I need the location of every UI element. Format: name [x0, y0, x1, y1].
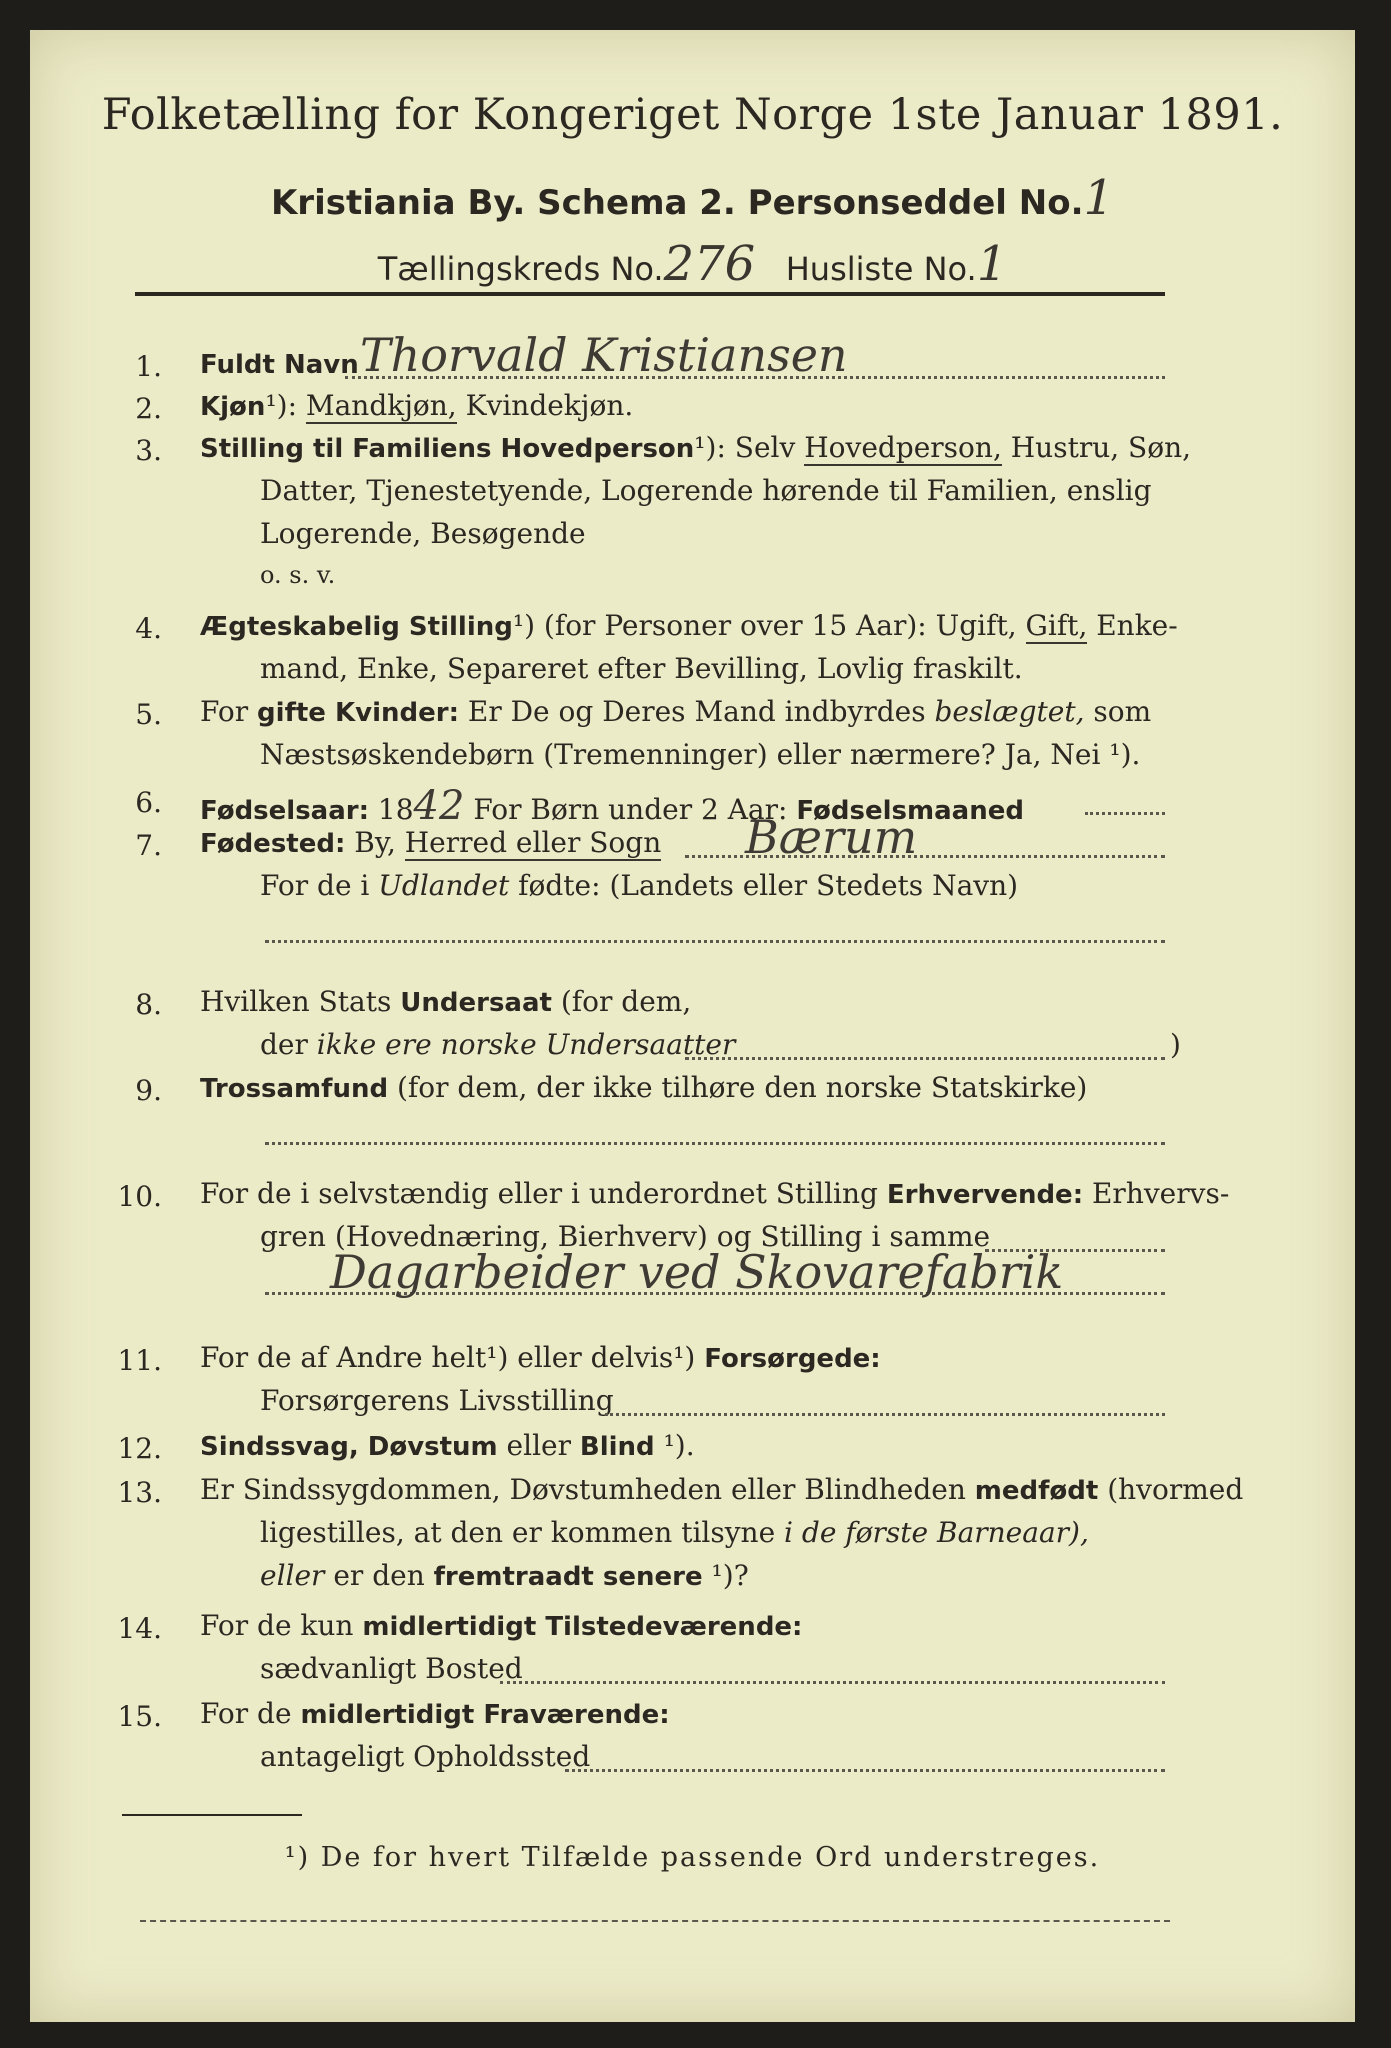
- footnote: ¹) De for hvert Tilfælde passende Ord understreges.: [284, 1842, 1101, 1873]
- occupation-pre: For de i selvstændig eller i underordnet Stilling: [200, 1177, 887, 1210]
- item-number: 7.: [135, 829, 162, 862]
- form-title: Folketælling for Kongeriget Norge 1ste Januar 1891.: [101, 90, 1284, 140]
- disability-or: eller: [497, 1429, 580, 1462]
- congenital-line3: [260, 1559, 749, 1592]
- citizenship-row: [200, 985, 692, 1018]
- footnote-rule: [122, 1814, 302, 1816]
- married-women-italic: beslægtet,: [934, 695, 1085, 728]
- marital-status-row: [200, 609, 1178, 642]
- married-women-label: gifte Kvinder:: [257, 698, 459, 728]
- occupation-answer: Dagarbeider ved Skovarefabrik: [330, 1245, 1064, 1299]
- citizenship-pre: Hvilken Stats: [200, 985, 401, 1018]
- occupation-row: [200, 1177, 1230, 1210]
- religion-dots: [265, 1142, 1165, 1145]
- birthplace-text: By,: [345, 826, 405, 859]
- citizenship-text: (for dem,: [551, 985, 692, 1018]
- item-number: 9.: [135, 1074, 162, 1107]
- married-women-text: Er De og Deres Mand indbyrdes: [458, 695, 935, 728]
- birth-month-label: Fødselsmaaned: [796, 796, 1024, 826]
- temporary-absent-dots: [565, 1769, 1165, 1772]
- form-references: [30, 236, 1355, 292]
- congenital-line3-end: ¹)?: [702, 1559, 749, 1592]
- item-number: 2.: [135, 392, 162, 425]
- item-number: 10.: [117, 1180, 162, 1213]
- item-number: 11.: [117, 1344, 162, 1377]
- congenital-line2-italic: i de første Barneaar),: [784, 1516, 1089, 1549]
- birthplace-label: Fødested:: [200, 829, 346, 859]
- household-position-label: Stilling til Familiens Hovedperson: [200, 434, 695, 464]
- census-form: [30, 30, 1355, 2022]
- form-subtitle: [30, 170, 1355, 226]
- birth-year-answer: 42: [413, 783, 465, 829]
- congenital-line3-mid: er den: [324, 1559, 434, 1592]
- congenital-line3-label: fremtraadt senere: [433, 1562, 703, 1592]
- married-women-row: [200, 695, 1152, 728]
- birth-month-text: For Børn under 2 Aar:: [464, 793, 797, 826]
- disability-label2: Blind: [579, 1432, 655, 1462]
- birthplace-abroad-dots: [265, 940, 1165, 943]
- birthplace-abroad-italic: Udlandet: [378, 869, 510, 902]
- congenital-row: [200, 1473, 1244, 1506]
- item-number: 12.: [117, 1432, 162, 1465]
- citizenship-line2-pre: der: [260, 1028, 317, 1061]
- sex-sup: ¹):: [265, 389, 306, 422]
- personseddel-number: 1: [1083, 170, 1115, 226]
- husliste-number: 1: [976, 236, 1008, 292]
- sex-option-female: Kvindekjøn.: [456, 389, 634, 422]
- household-position-line4: o. s. v.: [260, 561, 336, 589]
- married-women-end: som: [1084, 695, 1152, 728]
- item-number: 6.: [135, 786, 162, 819]
- birthplace-row: [200, 826, 662, 859]
- married-women-pre: For: [200, 695, 258, 728]
- congenital-line2-pre: ligestilles, at den er kommen tilsyne: [260, 1516, 785, 1549]
- krets-label: Tællingskreds No.: [377, 250, 664, 288]
- citizenship-dots: [685, 1057, 1165, 1060]
- congenital-label: medfødt: [974, 1476, 1099, 1506]
- household-position-line3: Logerende, Besøgende: [260, 517, 586, 550]
- religion-row: [200, 1071, 1088, 1104]
- temporary-present-pre: For de kun: [200, 1609, 363, 1642]
- dependent-pre: For de af Andre helt¹) eller delvis¹): [200, 1341, 705, 1374]
- dependent-row: [200, 1341, 881, 1374]
- sex-row: [200, 389, 634, 422]
- religion-text: (for dem, der ikke tilhøre den norske Statskirke): [388, 1071, 1088, 1104]
- item-number: 8.: [135, 988, 162, 1021]
- temporary-absent-row: [200, 1697, 670, 1730]
- household-position-options: Hustru, Søn,: [1001, 431, 1192, 464]
- bottom-perforation: [140, 1920, 1170, 1922]
- congenital-line2: [260, 1516, 1089, 1549]
- religion-label: Trossamfund: [200, 1074, 389, 1104]
- item-number: 15.: [117, 1700, 162, 1733]
- occupation-text: Erhvervs-: [1083, 1177, 1230, 1210]
- marital-status-label: Ægteskabelig Stilling: [200, 612, 513, 642]
- congenital-pre: Er Sindssygdommen, Døvstumheden eller Blindheden: [200, 1473, 975, 1506]
- full-name-label: Fuldt Navn: [200, 350, 359, 380]
- household-position-selected: Hovedperson,: [804, 431, 1002, 464]
- marital-status-options: Enke-: [1087, 609, 1178, 642]
- temporary-present-line2: sædvanligt Bosted: [260, 1652, 523, 1685]
- temporary-present-label: midlertidigt Tilstedeværende:: [362, 1612, 803, 1642]
- birthplace-abroad-text: fødte: (Landets eller Stedets Navn): [509, 869, 1019, 902]
- citizenship-close: ): [1170, 1028, 1181, 1061]
- birth-year-label: Fødselsaar:: [200, 796, 369, 826]
- citizenship-label: Undersaat: [400, 988, 552, 1018]
- item-number: 5.: [135, 698, 162, 731]
- header-rule: [135, 292, 1165, 296]
- marital-status-line2: mand, Enke, Separeret efter Bevilling, Lovlig fraskilt.: [260, 652, 1023, 685]
- congenital-line3-italic: eller: [260, 1559, 325, 1592]
- marital-status-text: ¹) (for Personer over 15 Aar): Ugift,: [512, 609, 1026, 642]
- birth-month-dots: [1085, 812, 1165, 815]
- sex-label: Kjøn: [200, 392, 266, 422]
- married-women-line2: Næstsøskendebørn (Tremenninger) eller nærmere? Ja, Nei ¹).: [260, 738, 1141, 771]
- birthplace-answer: Bærum: [745, 810, 918, 864]
- household-position-text: ¹): Selv: [694, 431, 805, 464]
- temporary-absent-label: midlertidigt Fraværende:: [300, 1700, 670, 1730]
- temporary-present-row: [200, 1609, 803, 1642]
- disability-label: Sindssvag, Døvstum: [200, 1432, 498, 1462]
- subtitle-text: Kristiania By. Schema 2. Personseddel No.: [270, 183, 1084, 223]
- sex-option-male: Mandkjøn,: [305, 389, 457, 422]
- occupation-label: Erhvervende:: [886, 1180, 1084, 1210]
- birthplace-line2: [260, 869, 1019, 902]
- congenital-text: (hvormed: [1098, 1473, 1244, 1506]
- temporary-absent-pre: For de: [200, 1697, 301, 1730]
- full-name-row: [200, 350, 359, 378]
- dependent-line2: Forsørgerens Livsstilling: [260, 1384, 614, 1417]
- item-number: 13.: [117, 1476, 162, 1509]
- disability-end: ¹).: [654, 1429, 695, 1462]
- household-position-line2: Datter, Tjenestetyende, Logerende hørende til Familien, enslig: [260, 474, 1152, 507]
- birthplace-abroad-pre: For de i: [260, 869, 379, 902]
- disability-row: [200, 1429, 695, 1462]
- temporary-present-dots: [500, 1681, 1165, 1684]
- full-name-answer: Thorvald Kristiansen: [360, 328, 848, 382]
- birthplace-selected: Herred eller Sogn: [404, 826, 662, 859]
- krets-number: 276: [663, 236, 756, 292]
- temporary-absent-line2: antageligt Opholdssted: [260, 1740, 591, 1773]
- item-number: 1.: [135, 350, 162, 383]
- birth-year-prefix: 18: [369, 793, 414, 826]
- occupation-line2: gren (Hovednæring, Bierhverv) og Stilling i samme: [260, 1220, 991, 1253]
- item-number: 4.: [135, 612, 162, 645]
- husliste-label: Husliste No.: [785, 250, 977, 288]
- marital-status-selected: Gift,: [1025, 609, 1088, 642]
- item-number: 3.: [135, 434, 162, 467]
- dependent-label: Forsørgede:: [704, 1344, 881, 1374]
- citizenship-line2-italic: ikke ere norske Undersaatter: [316, 1028, 736, 1061]
- citizenship-line2: [260, 1028, 736, 1061]
- household-position-row: [200, 431, 1192, 464]
- item-number: 14.: [117, 1612, 162, 1645]
- dependent-dots: [605, 1413, 1165, 1416]
